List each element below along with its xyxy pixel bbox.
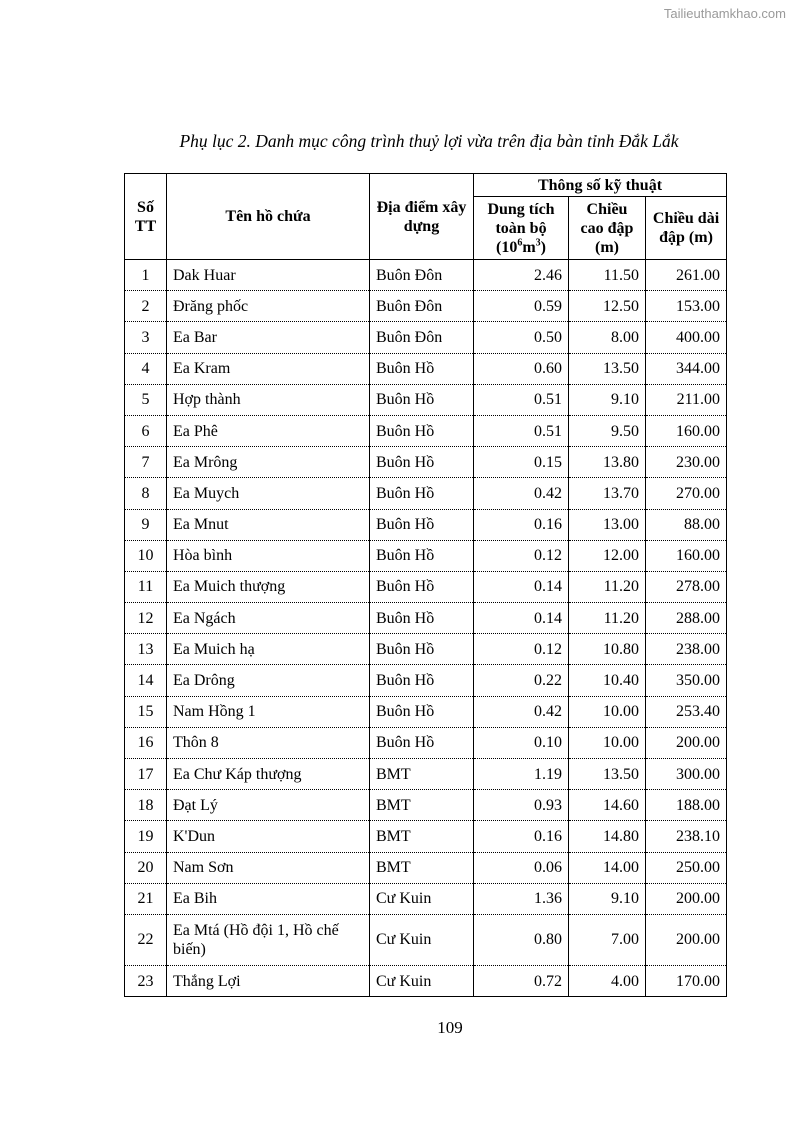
table-row — [125, 759, 727, 790]
header-height: Chiều cao đập (m) — [569, 197, 646, 260]
row-location: Buôn Hồ — [370, 415, 474, 446]
row-stt: 14 — [125, 665, 167, 696]
row-stt: 23 — [125, 965, 167, 996]
row-length: 250.00 — [646, 852, 727, 883]
row-height: 13.80 — [569, 447, 646, 478]
row-capacity: 0.80 — [474, 914, 569, 965]
header-name: Tên hồ chứa — [167, 174, 370, 260]
row-stt: 3 — [125, 322, 167, 353]
header-location: Địa điểm xây dựng — [370, 174, 474, 260]
row-height: 12.00 — [569, 540, 646, 571]
table-row — [125, 883, 727, 914]
row-length: 188.00 — [646, 790, 727, 821]
row-length: 230.00 — [646, 447, 727, 478]
row-height: 13.00 — [569, 509, 646, 540]
row-name: K'Dun — [167, 821, 370, 852]
row-capacity: 0.42 — [474, 696, 569, 727]
row-length: 238.10 — [646, 821, 727, 852]
row-capacity: 0.15 — [474, 447, 569, 478]
row-length: 300.00 — [646, 759, 727, 790]
row-location: Buôn Hồ — [370, 634, 474, 665]
row-stt: 20 — [125, 852, 167, 883]
row-capacity: 0.12 — [474, 634, 569, 665]
row-name: Ea Mrông — [167, 447, 370, 478]
table-row — [125, 260, 727, 291]
row-location: Buôn Hồ — [370, 384, 474, 415]
row-length: 350.00 — [646, 665, 727, 696]
header-length: Chiều dài đập (m) — [646, 197, 727, 260]
row-location: Buôn Hồ — [370, 447, 474, 478]
row-location: Buôn Hồ — [370, 603, 474, 634]
row-height: 9.50 — [569, 415, 646, 446]
row-location: Buôn Đôn — [370, 322, 474, 353]
row-capacity: 0.51 — [474, 384, 569, 415]
row-location: Buôn Hồ — [370, 571, 474, 602]
table-row — [125, 852, 727, 883]
row-location: Buôn Hồ — [370, 478, 474, 509]
row-height: 13.50 — [569, 353, 646, 384]
row-name: Ea Drông — [167, 665, 370, 696]
row-location: Cư Kuin — [370, 883, 474, 914]
row-height: 14.80 — [569, 821, 646, 852]
row-name: Ea Ngách — [167, 603, 370, 634]
table-row — [125, 914, 727, 965]
table-row — [125, 821, 727, 852]
table-row — [125, 665, 727, 696]
row-location: Buôn Đôn — [370, 291, 474, 322]
row-name: Ea Mtá (Hồ đội 1, Hồ chế biến) — [167, 914, 370, 965]
row-location: Buôn Hồ — [370, 696, 474, 727]
row-name: Nam Sơn — [167, 852, 370, 883]
row-height: 13.70 — [569, 478, 646, 509]
row-location: BMT — [370, 790, 474, 821]
row-length: 400.00 — [646, 322, 727, 353]
row-location: Buôn Hồ — [370, 727, 474, 758]
row-height: 8.00 — [569, 322, 646, 353]
row-stt: 17 — [125, 759, 167, 790]
row-name: Dak Huar — [167, 260, 370, 291]
reservoir-table — [124, 173, 727, 997]
row-name: Đạt Lý — [167, 790, 370, 821]
row-location: Buôn Hồ — [370, 353, 474, 384]
table-row — [125, 965, 727, 996]
row-length: 170.00 — [646, 965, 727, 996]
row-length: 200.00 — [646, 914, 727, 965]
row-name: Thôn 8 — [167, 727, 370, 758]
row-length: 153.00 — [646, 291, 727, 322]
row-location: Cư Kuin — [370, 914, 474, 965]
row-stt: 6 — [125, 415, 167, 446]
row-capacity: 0.12 — [474, 540, 569, 571]
row-name: Ea Bar — [167, 322, 370, 353]
row-height: 14.60 — [569, 790, 646, 821]
table-row — [125, 634, 727, 665]
table-row — [125, 322, 727, 353]
row-capacity: 0.06 — [474, 852, 569, 883]
row-height: 9.10 — [569, 384, 646, 415]
row-capacity: 0.10 — [474, 727, 569, 758]
row-height: 10.80 — [569, 634, 646, 665]
row-stt: 8 — [125, 478, 167, 509]
row-height: 14.00 — [569, 852, 646, 883]
row-location: BMT — [370, 759, 474, 790]
row-height: 4.00 — [569, 965, 646, 996]
row-name: Ea Chư Káp thượng — [167, 759, 370, 790]
row-name: Thắng Lợi — [167, 965, 370, 996]
row-capacity: 0.50 — [474, 322, 569, 353]
row-height: 10.00 — [569, 727, 646, 758]
row-capacity: 0.16 — [474, 821, 569, 852]
row-length: 270.00 — [646, 478, 727, 509]
row-stt: 13 — [125, 634, 167, 665]
row-height: 11.20 — [569, 571, 646, 602]
row-height: 11.20 — [569, 603, 646, 634]
row-capacity: 0.60 — [474, 353, 569, 384]
row-stt: 1 — [125, 260, 167, 291]
row-capacity: 0.14 — [474, 571, 569, 602]
row-name: Ea Muich thượng — [167, 571, 370, 602]
row-height: 10.40 — [569, 665, 646, 696]
table-row — [125, 790, 727, 821]
row-height: 10.00 — [569, 696, 646, 727]
row-length: 88.00 — [646, 509, 727, 540]
row-stt: 18 — [125, 790, 167, 821]
row-location: Buôn Hồ — [370, 509, 474, 540]
row-stt: 4 — [125, 353, 167, 384]
header-technical: Thông số kỹ thuật — [474, 174, 727, 197]
row-stt: 7 — [125, 447, 167, 478]
table-row — [125, 291, 727, 322]
row-stt: 10 — [125, 540, 167, 571]
table-row — [125, 447, 727, 478]
row-location: Cư Kuin — [370, 965, 474, 996]
row-capacity: 0.93 — [474, 790, 569, 821]
table-row — [125, 603, 727, 634]
row-length: 200.00 — [646, 727, 727, 758]
row-stt: 22 — [125, 914, 167, 965]
row-capacity: 0.16 — [474, 509, 569, 540]
table-row — [125, 540, 727, 571]
row-location: BMT — [370, 821, 474, 852]
row-height: 11.50 — [569, 260, 646, 291]
watermark: Tailieuthamkhao.com — [663, 6, 786, 21]
row-name: Ea Phê — [167, 415, 370, 446]
row-name: Nam Hồng 1 — [167, 696, 370, 727]
row-height: 12.50 — [569, 291, 646, 322]
row-stt: 19 — [125, 821, 167, 852]
row-location: Buôn Hồ — [370, 665, 474, 696]
document-title: Phụ lục 2. Danh mục công trình thuỷ lợi vừa trên địa bàn tỉnh Đắk Lắk — [179, 131, 679, 151]
row-length: 211.00 — [646, 384, 727, 415]
row-stt: 9 — [125, 509, 167, 540]
row-stt: 15 — [125, 696, 167, 727]
row-name: Ea Muich hạ — [167, 634, 370, 665]
row-capacity: 0.14 — [474, 603, 569, 634]
row-name: Hòa bình — [167, 540, 370, 571]
row-name: Đrăng phốc — [167, 291, 370, 322]
row-capacity: 0.59 — [474, 291, 569, 322]
row-stt: 21 — [125, 883, 167, 914]
row-stt: 5 — [125, 384, 167, 415]
row-name: Ea Kram — [167, 353, 370, 384]
row-capacity: 0.72 — [474, 965, 569, 996]
table-row — [125, 571, 727, 602]
row-length: 160.00 — [646, 540, 727, 571]
row-length: 278.00 — [646, 571, 727, 602]
header-capacity: Dung tích toàn bộ $(10^6m^3)$ — [474, 197, 569, 260]
row-capacity: 0.51 — [474, 415, 569, 446]
row-capacity: 0.42 — [474, 478, 569, 509]
row-name: Ea Bih — [167, 883, 370, 914]
row-stt: 11 — [125, 571, 167, 602]
row-location: Buôn Đôn — [370, 260, 474, 291]
row-capacity: 2.46 — [474, 260, 569, 291]
row-length: 238.00 — [646, 634, 727, 665]
table-row — [125, 478, 727, 509]
row-name: Ea Mnut — [167, 509, 370, 540]
row-location: BMT — [370, 852, 474, 883]
row-name: Hợp thành — [167, 384, 370, 415]
row-height: 13.50 — [569, 759, 646, 790]
table-row — [125, 353, 727, 384]
table-row — [125, 696, 727, 727]
row-stt: 2 — [125, 291, 167, 322]
row-length: 288.00 — [646, 603, 727, 634]
header-stt: Số TT — [125, 174, 167, 260]
row-stt: 16 — [125, 727, 167, 758]
row-capacity: 0.22 — [474, 665, 569, 696]
row-length: 160.00 — [646, 415, 727, 446]
table-row — [125, 384, 727, 415]
table-row — [125, 509, 727, 540]
row-length: 253.40 — [646, 696, 727, 727]
row-stt: 12 — [125, 603, 167, 634]
table-row — [125, 415, 727, 446]
row-length: 261.00 — [646, 260, 727, 291]
row-height: 9.10 — [569, 883, 646, 914]
row-capacity: 1.36 — [474, 883, 569, 914]
row-length: 344.00 — [646, 353, 727, 384]
row-capacity: 1.19 — [474, 759, 569, 790]
row-length: 200.00 — [646, 883, 727, 914]
table-row — [125, 727, 727, 758]
row-location: Buôn Hồ — [370, 540, 474, 571]
table-body — [125, 260, 727, 997]
page-number: 109 — [437, 1018, 463, 1037]
row-height: 7.00 — [569, 914, 646, 965]
row-name: Ea Muych — [167, 478, 370, 509]
